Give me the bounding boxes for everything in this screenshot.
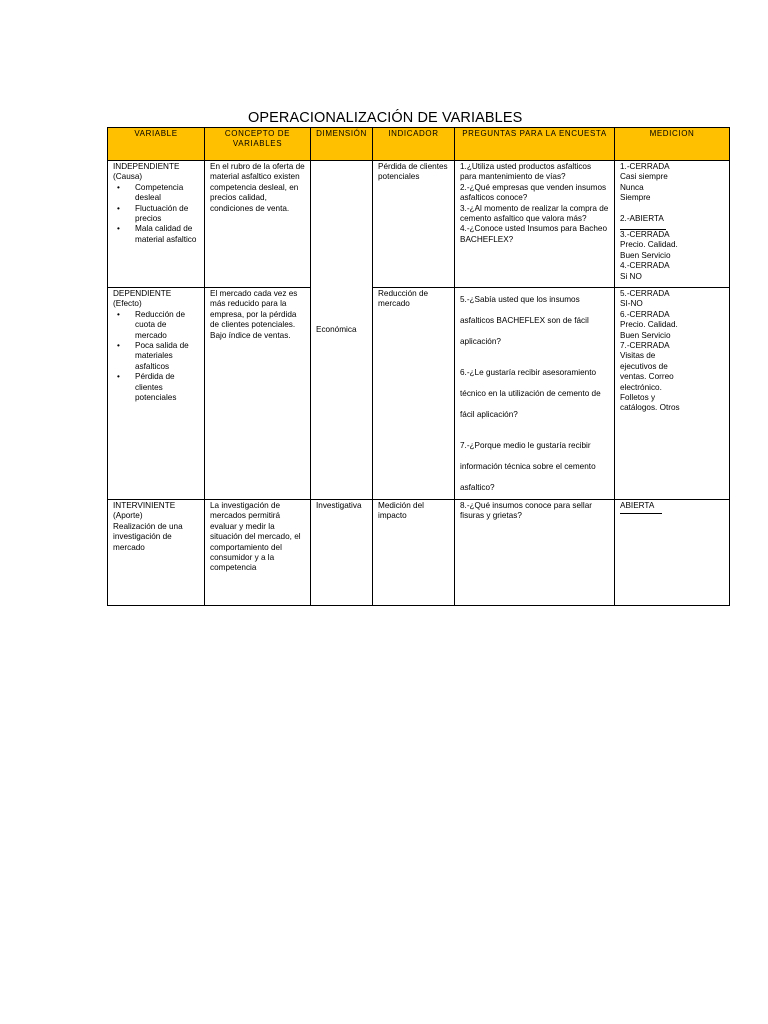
table-row: [108, 288, 730, 500]
measure-option: Precio. Calidad.: [620, 240, 678, 250]
measure-cell: [615, 288, 730, 500]
measure-cell: [615, 500, 730, 606]
measure-option: Si NO: [620, 271, 642, 281]
variable-title: INDEPENDIENTE: [113, 162, 180, 171]
variable-bullets: [113, 310, 199, 404]
measure-line: 7.-CERRADA: [620, 341, 670, 351]
concept-cell: En el rubro de la oferta de material asfaltico existen competencia desleal, en precios calidad, condiciones de venta.: [205, 161, 311, 288]
variable-title: DEPENDIENTE: [113, 289, 172, 298]
variable-title: INTERVINIENTE: [113, 501, 176, 510]
variable-bullets: [113, 183, 199, 245]
measure-line: 5.-CERRADA: [620, 289, 670, 298]
measure-line: SI-NO: [620, 299, 643, 309]
indicator-cell: Pérdida de clientes potenciales: [373, 161, 455, 288]
measure-option: Siempre: [620, 193, 651, 203]
indicator-cell: Medición del impacto: [373, 500, 455, 606]
answer-line: [620, 511, 662, 514]
variable-text: Realización de una investigación de mercado: [113, 521, 183, 552]
variable-cell: [108, 161, 205, 288]
question: 3.-¿Al momento de realizar la compra de cemento asfaltico que valora más?: [460, 203, 609, 224]
header-variable: VARIABLE: [108, 128, 205, 161]
questions-cell: [455, 161, 615, 288]
questions-cell: [455, 500, 615, 606]
page-title: OPERACIONALIZACIÓN DE VARIABLES: [248, 110, 523, 126]
variable-cell: [108, 288, 205, 500]
indicator-cell: Reducción de mercado: [373, 288, 455, 500]
operationalization-table: [107, 127, 730, 606]
table-row: [108, 161, 730, 288]
list-item: • Reducción de cuota de mercado: [135, 310, 199, 341]
header-dimension: DIMENSIÓN: [311, 128, 373, 161]
question: 6.-¿Le gustaría recibir asesoramiento técnico en la utilización de cemento de fácil aplicación?: [460, 368, 601, 419]
variable-subtitle: (Efecto): [113, 299, 142, 309]
measure-line: Visitas de ejecutivos de ventas. Correo electrónico. Folletos y catálogos. Otros: [620, 351, 680, 413]
dimension-cell: Investigativa: [311, 500, 373, 606]
measure-type: 2.-ABIERTA: [620, 213, 664, 223]
measure-type: 4.-CERRADA: [620, 261, 670, 271]
measure-type: ABIERTA: [620, 501, 655, 510]
question: 2.-¿Qué empresas que venden insumos asfalticos conoce?: [460, 182, 607, 203]
questions-cell: [455, 288, 615, 500]
question: 8.-¿Qué insumos conoce para sellar fisuras y grietas?: [460, 501, 592, 521]
measure-line: Buen Servicio: [620, 330, 671, 340]
list-item: • Poca salida de materiales asfalticos: [135, 341, 199, 372]
measure-cell: [615, 161, 730, 288]
question: 4.-¿Conoce usted Insumos para Bacheo BACHEFLEX?: [460, 224, 608, 244]
header-row: [108, 128, 730, 161]
measure-option: Casi siempre: [620, 172, 668, 182]
list-item: • Competencia desleal: [135, 183, 199, 204]
question: 5.-¿Sabía usted que los insumos asfalticos BACHEFLEX son de fácil aplicación?: [460, 295, 589, 346]
header-concept: CONCEPTO DE VARIABLES: [205, 128, 311, 161]
list-item: • Mala calidad de material asfaltico: [135, 224, 199, 245]
variable-subtitle: (Causa): [113, 172, 143, 182]
list-item: • Fluctuación de precios: [135, 204, 199, 225]
header-measure: MEDICION: [615, 128, 730, 161]
question: 1.¿Utiliza usted productos asfalticos para mantenimiento de vías?: [460, 162, 592, 182]
measure-option: Nunca: [620, 182, 644, 192]
measure-line: 6.-CERRADA: [620, 309, 670, 319]
concept-cell: El mercado cada vez es más reducido para la empresa, por la pérdida de clientes potenciales. Bajo índice de ventas.: [205, 288, 311, 500]
question: 7.-¿Porque medio le gustaría recibir información técnica sobre el cemento asfaltico?: [460, 441, 596, 492]
header-questions: PREGUNTAS PARA LA ENCUESTA: [455, 128, 615, 161]
measure-type: 1.-CERRADA: [620, 162, 670, 171]
variable-cell: [108, 500, 205, 606]
table-row: [108, 500, 730, 606]
variable-subtitle: (Aporte): [113, 511, 143, 521]
concept-cell: La investigación de mercados permitirá evaluar y medir la situación del mercado, el comportamiento del consumidor y a la competencia: [205, 500, 311, 606]
measure-type: 3.-CERRADA: [620, 230, 670, 240]
measure-option: Buen Servicio: [620, 250, 671, 260]
header-indicator: INDICADOR: [373, 128, 455, 161]
dimension-cell: Económica: [311, 161, 373, 500]
list-item: • Pérdida de clientes potenciales: [135, 372, 199, 403]
measure-line: Precio. Calidad.: [620, 320, 678, 330]
